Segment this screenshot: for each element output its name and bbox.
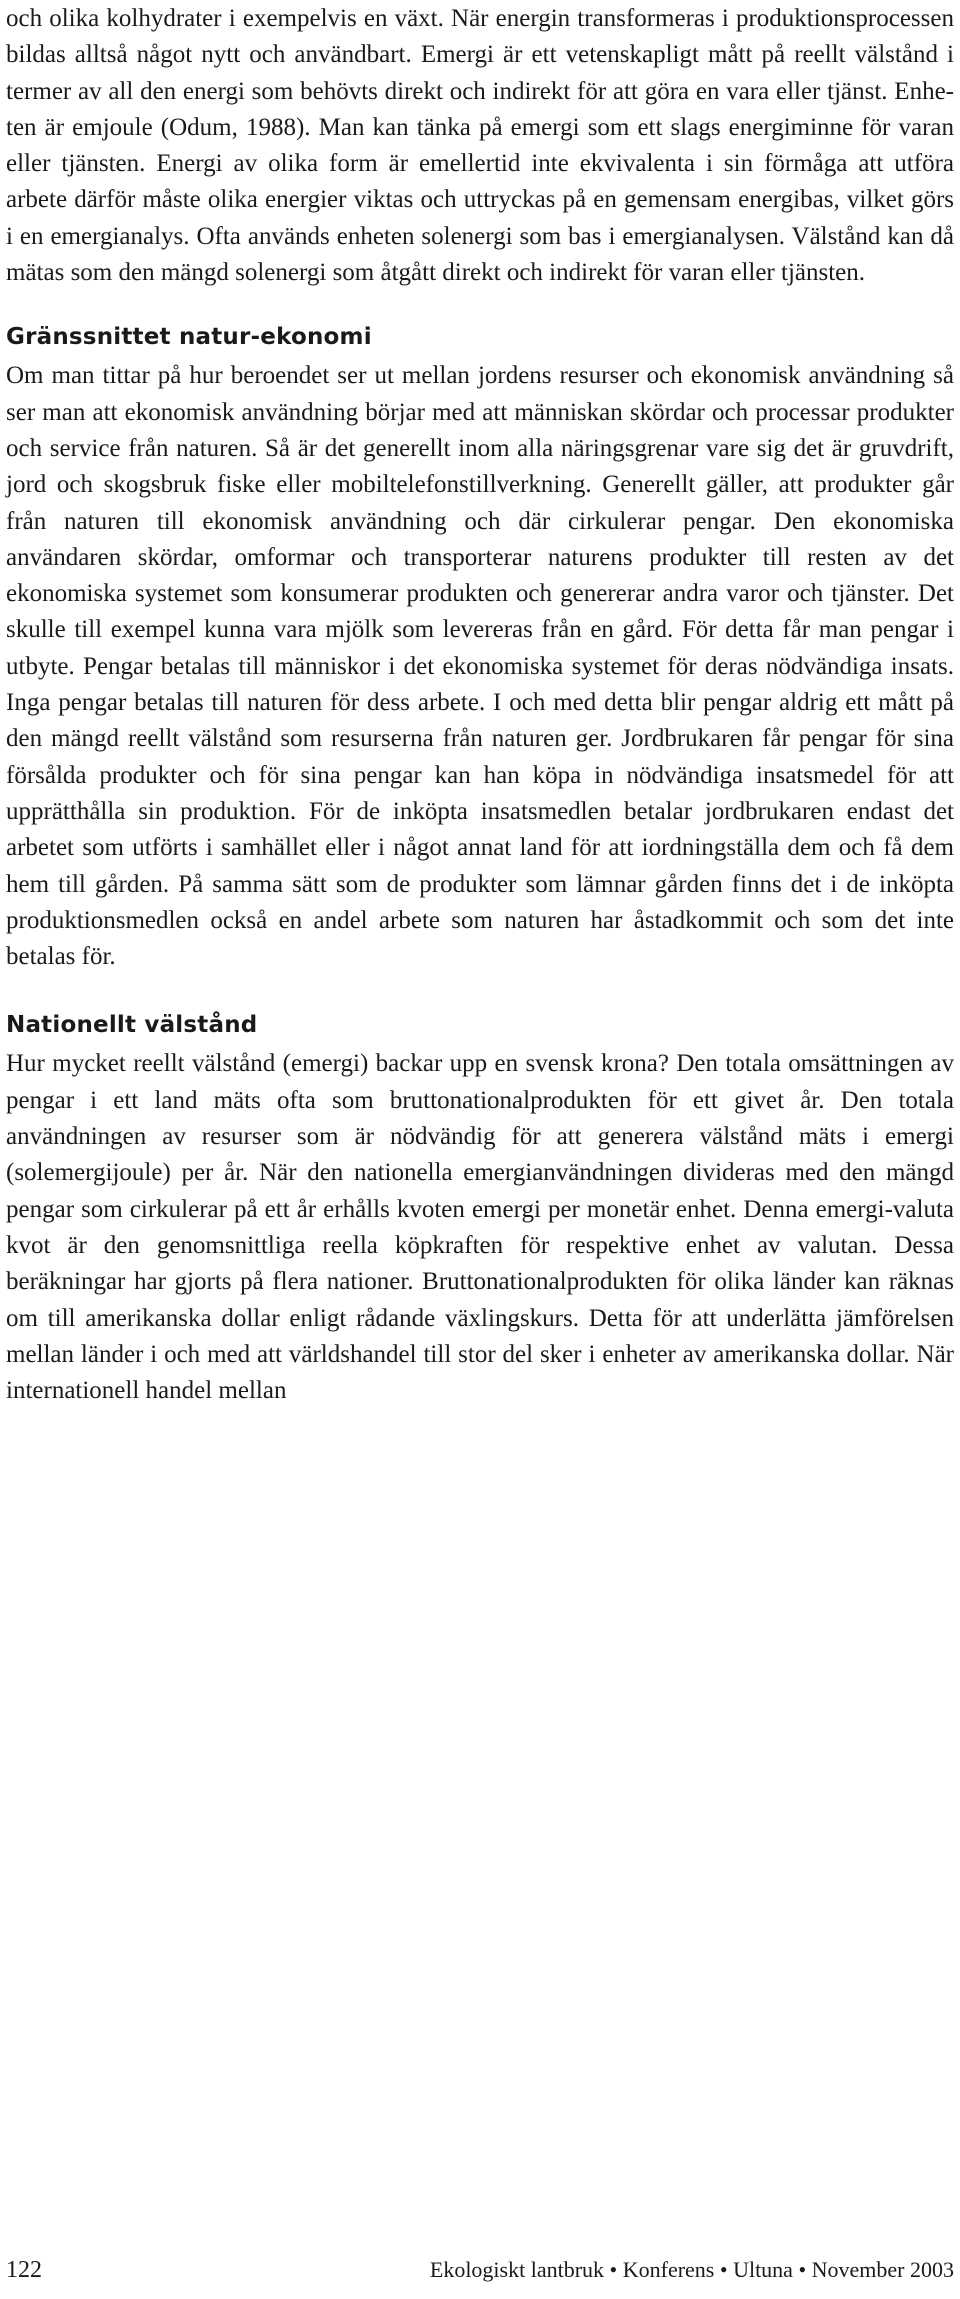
page-footer [6,2252,954,2288]
intro-paragraph: och olika kolhydrater i exempelvis en växt. När energin transformeras i produktionsprocessen bildas alltså något nytt och användbart. Emergi är ett vetenskapligt mått på reellt välstånd i termer av all den energi som behövts direkt och indirekt för att göra en vara eller tjänst. Enheten är emjoule (Odum, 1988). Man kan tänka på emergi som ett slags energiminne för varan eller tjänsten. Energi av olika form är emellertid inte ekvivalenta i sin förmåga att utföra arbete därför måste olika energier viktas och uttryckas på en gemensam energibas, vilket görs i en emergianalys. Ofta används enheten solenergi som bas i emergianalysen. Välstånd kan då mätas som den mängd solenergi som åtgått direkt och indirekt för varan eller tjänsten. [6,5,954,287]
document-page [6,0,954,1409]
section-paragraph-nationellt: Hur mycket reellt välstånd (emergi) backar upp en svensk krona? Den totala omsättningen av pengar i ett land mäts ofta som bruttonationalprodukten för ett givet år. Den totala användningen av resurser som är nödvändig för att generera välstånd mäts i emergi (solemergijoule) per år. När den nationella emergianvändningen divideras med den mängd pengar som cirkulerar på ett år erhålls kvoten emergi per monetär enhet. Denna emergi-valuta kvot är den genomsnittliga reella köpkraften för respektive enhet av valutan. Dessa beräkningar har gjorts på flera nationer. Bruttonationalprodukten för olika länder kan räknas om till amerikanska dollar enligt rådande växlingskurs. Detta för att underlätta jämförelsen mellan länder i och med att världshandel till stor del sker i enheter av amerikanska dollar. När internationell handel mellan [6,1050,954,1405]
section-heading-nationellt: Nationellt välstånd [6,1012,258,1039]
page-number: 122 [6,2257,42,2283]
running-footer: Ekologiskt lantbruk • Konferens • Ultuna • November 2003 [429,2257,954,2282]
section-paragraph-granssnittet: Om man tittar på hur beroendet ser ut mellan jordens resurser och ekonomisk användning så ser man att ekonomisk användning börjar med att människan skördar och processar produkter och service från naturen. Så är det generellt inom alla näringsgrenar vare sig det är gruvdrift, jord och skogsbruk fiske eller mobiltelefonstillverkning. Generellt gäller, att produkter går från naturen till ekonomisk användning och där cirkulerar pengar. Den ekonomiska användaren skördar, omformar och transporterar naturens produkter till resten av det ekonomiska systemet som konsumerar produkten och genererar andra varor och tjänster. Det skulle till exempel kunna vara mjölk som levereras från en gård. För detta får man pengar i utbyte. Pengar betalas till människor i det ekonomiska systemet för deras nödvändiga insats. Inga pengar betalas till naturen för dess arbete. I och med detta blir pengar aldrig ett mått på den mängd reellt välstånd som resurserna från naturen ger. Jordbrukaren får pengar för sina försålda produkter och för sina pengar kan han köpa in nödvändiga insatsmedel för att upprätthålla sin produktion. För de inköpta insatsmedlen betalar jordbrukaren endast det arbetet som utförts i samhället eller i något annat land för att iordningställa dem och få dem hem till gården. På samma sätt som de produkter som lämnar gården finns det i de inköpta produktionsmedlen också en andel arbete som naturen har åstadkommit och som det inte betalas för. [6,362,954,971]
section-heading-granssnittet: Gränssnittet natur-ekonomi [6,324,372,351]
